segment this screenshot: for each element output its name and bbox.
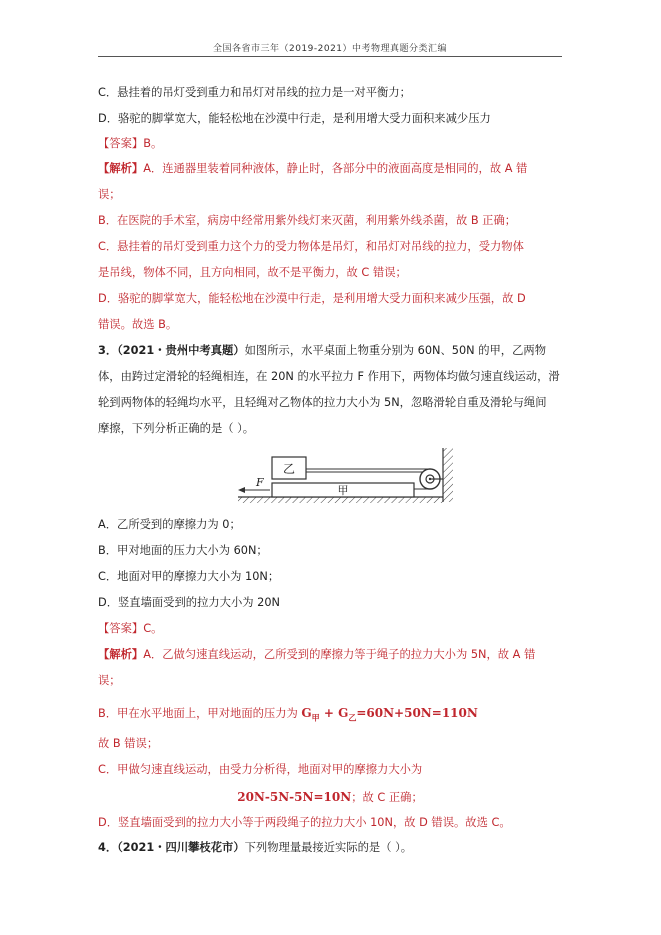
q3-analysis-c-formula: 20N-5N-5N=10N bbox=[237, 790, 352, 804]
q3-stem-line4: 摩擦，下列分析正确的是（ ）。 bbox=[98, 422, 255, 435]
q3-analysis-tag: 【解析】 bbox=[98, 648, 144, 661]
q3-analysis-b-line1 bbox=[98, 706, 478, 724]
running-header: 全国各省市三年（2019-2021）中考物理真题分类汇编 bbox=[212, 44, 448, 54]
q3-option-a: A．乙所受到的摩擦力为 0； bbox=[98, 518, 241, 531]
q3-analysis-c-line1: C．甲做匀速直线运动，由受力分析得，地面对甲的摩擦力大小为 bbox=[98, 763, 423, 776]
q3-analysis-b-line2: 故 B 错误； bbox=[98, 737, 159, 750]
force-label: F bbox=[256, 476, 264, 489]
q3-analysis-a-text: A．乙做匀速直线运动，乙所受到的摩擦力等于绳子的拉力大小为 5N，故 A 错 bbox=[143, 648, 536, 661]
prev-analysis-a-line2: 误； bbox=[98, 188, 121, 201]
q3-analysis-b-text: B．甲在水平地面上，甲对地面的压力为 bbox=[98, 707, 302, 720]
block-jia-label: 甲 bbox=[337, 484, 349, 497]
floor-hatch bbox=[238, 497, 443, 503]
prev-analysis-a-line1 bbox=[98, 162, 527, 176]
q3-option-d: D．竖直墙面受到的拉力大小为 20N bbox=[98, 596, 280, 609]
prev-analysis-tag: 【解析】 bbox=[98, 162, 144, 175]
q3-analysis-b-formula: $G_甲 + G_乙=60N+50N=110N$ bbox=[301, 706, 478, 723]
q3-option-c: C．地面对甲的摩擦力大小为 10N； bbox=[98, 570, 280, 583]
prev-option-d: D．骆驼的脚掌宽大，能轻松地在沙漠中行走，是利用增大受力面积来减少压力 bbox=[98, 112, 491, 125]
q3-stem-line2: 体，由跨过定滑轮的轻绳相连，在 20N 的水平拉力 F 作用下，两物体均做匀速直线运动，滑 bbox=[98, 370, 560, 383]
q4-source: 4．（2021・四川攀枝花市） bbox=[98, 841, 245, 854]
wall-hatch bbox=[443, 448, 453, 502]
pulley-diagram bbox=[230, 445, 462, 507]
q3-stem-line1-text: 如图所示，水平桌面上物重分别为 60N、50N 的甲，乙两物 bbox=[244, 344, 546, 357]
q3-answer: 【答案】C。 bbox=[98, 622, 163, 635]
q4-stem-line1 bbox=[98, 841, 412, 855]
q3-stem-line1 bbox=[98, 344, 546, 358]
prev-analysis-a-text: A．连通器里装着同种液体，静止时，各部分中的液面高度是相同的，故 A 错 bbox=[143, 162, 528, 175]
header-rule bbox=[98, 56, 562, 57]
q3-analysis-c-line2 bbox=[98, 790, 562, 805]
q3-analysis-a-line2: 误； bbox=[98, 674, 121, 687]
q3-option-b: B．甲对地面的压力大小为 60N； bbox=[98, 544, 268, 557]
prev-analysis-c-line1: C．悬挂着的吊灯受到重力这个力的受力物体是吊灯，和吊灯对吊线的拉力，受力物体 bbox=[98, 240, 524, 253]
block-yi-label: 乙 bbox=[282, 462, 296, 476]
prev-analysis-d-line1: D．骆驼的脚掌宽大，能轻松地在沙漠中行走，是利用增大受力面积来减少压强，故 D bbox=[98, 292, 526, 305]
prev-analysis-d-line2: 错误。故选 B。 bbox=[98, 318, 178, 331]
prev-analysis-b: B．在医院的手术室，病房中经常用紫外线灯来灭菌，利用紫外线杀菌，故 B 正确； bbox=[98, 214, 517, 227]
prev-analysis-c-line2: 是吊线，物体不同，且方向相同，故不是平衡力，故 C 错误； bbox=[98, 266, 407, 279]
q3-source: 3．（2021・贵州中考真题） bbox=[98, 344, 245, 357]
q3-stem-line3: 轮到两物体的轻绳均水平，且轻绳对乙物体的拉力大小为 5N，忽略滑轮自重及滑轮与绳间 bbox=[98, 396, 547, 409]
q3-analysis-a-line1 bbox=[98, 648, 535, 662]
q3-analysis-d: D．竖直墙面受到的拉力大小等于两段绳子的拉力大小 10N，故 D 错误。故选 C。 bbox=[98, 816, 511, 829]
q4-stem-text: 下列物理量最接近实际的是（ ）。 bbox=[244, 841, 413, 854]
prev-answer: 【答案】B。 bbox=[98, 137, 163, 150]
q3-analysis-c-tail: ；故 C 正确； bbox=[351, 791, 423, 804]
prev-option-c: C．悬挂着的吊灯受到重力和吊灯对吊线的拉力是一对平衡力； bbox=[98, 86, 411, 99]
